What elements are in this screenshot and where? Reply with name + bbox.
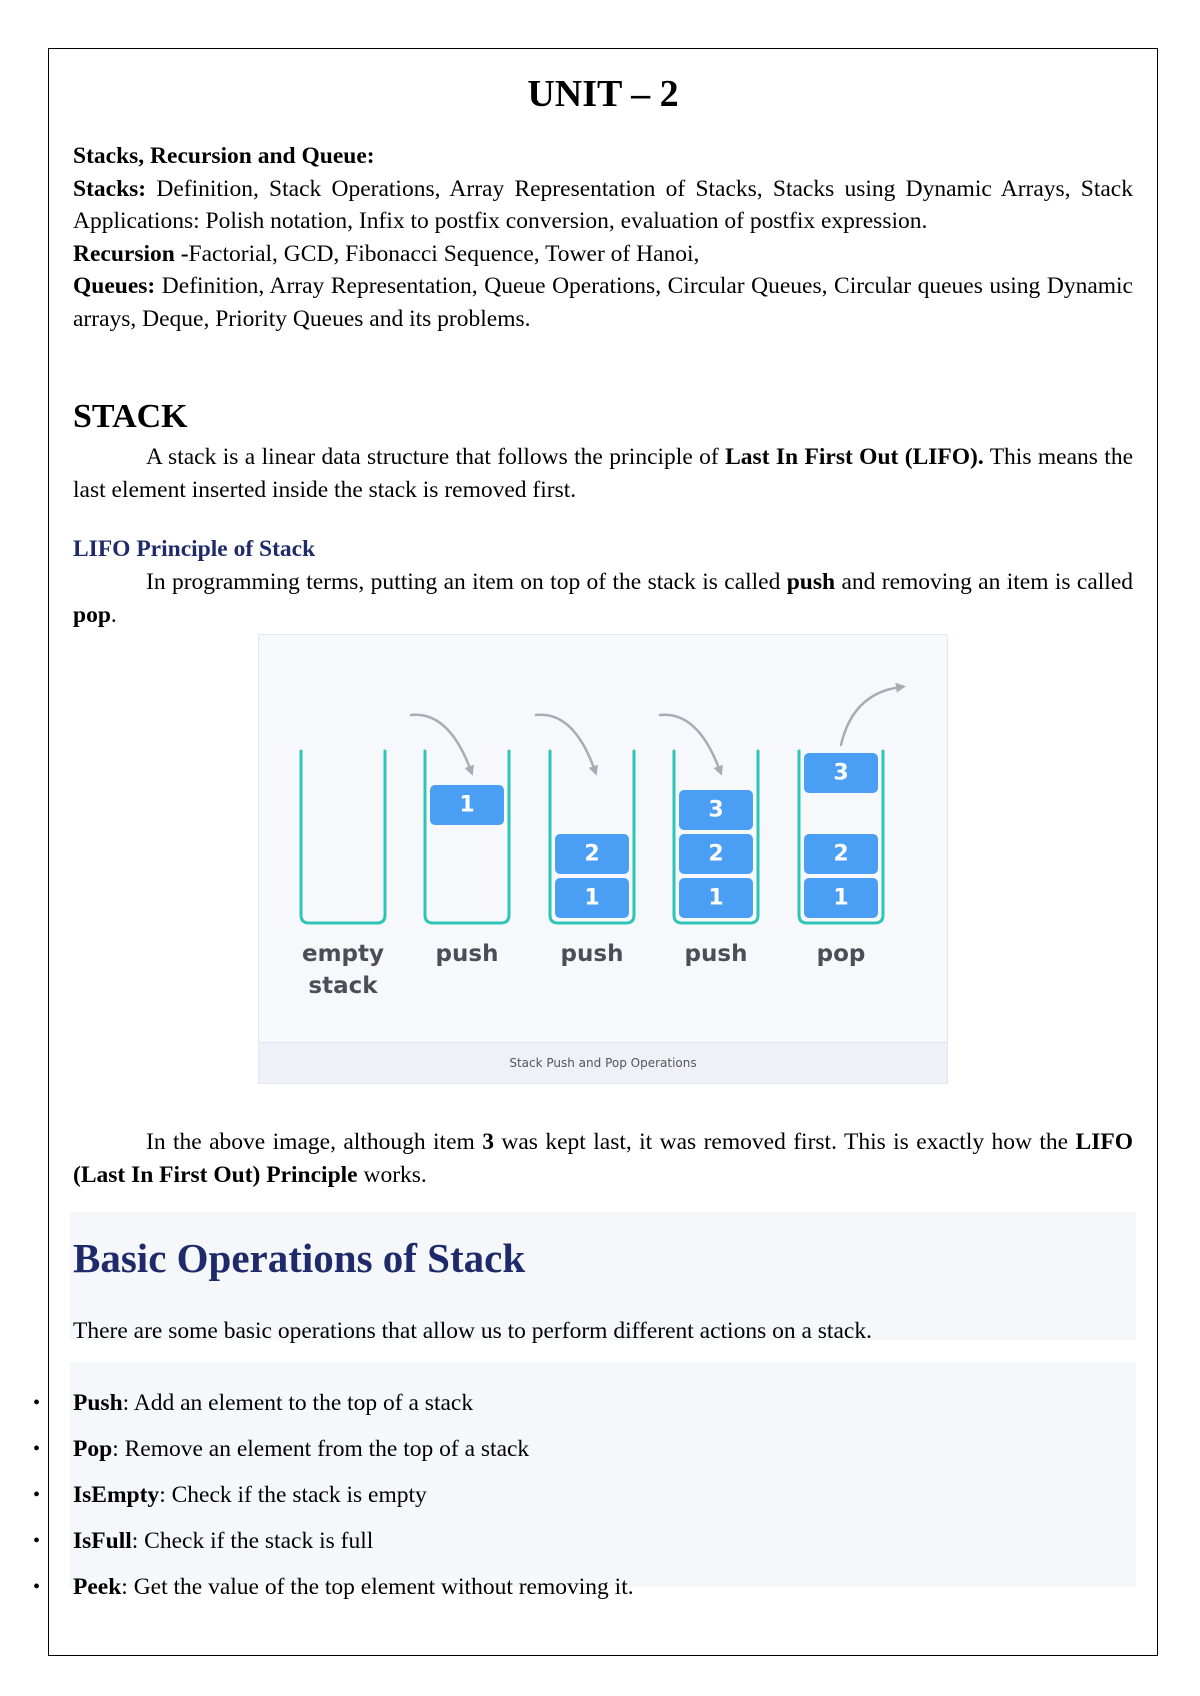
bullet-icon: • <box>33 1484 41 1506</box>
figure-caption: Stack Push and Pop Operations <box>259 1042 947 1083</box>
push-arrow-icon <box>536 715 595 771</box>
stack-item-value: 1 <box>584 885 600 911</box>
op-desc: : Remove an element from the top of a stack <box>112 1436 530 1462</box>
stack-item-value: 3 <box>708 797 724 823</box>
list-item <box>33 1380 1133 1426</box>
stack-def-text-1: A stack is a linear data structure that follows the principle of <box>146 444 726 470</box>
op-desc: : Check if the stack is full <box>131 1528 374 1554</box>
stacks-text: Definition, Stack Operations, Array Representation of Stacks, Stacks using Dynamic Arrays, Stack Applications: Polish notation, Infix to postfix conversion, evaluation of postfix expression. <box>73 175 1133 234</box>
push-arrow-icon <box>660 715 720 771</box>
queues-label: Queues: <box>73 273 156 299</box>
list-item <box>33 1564 1133 1610</box>
syllabus-block <box>73 140 1133 335</box>
stack-item-value: 2 <box>584 841 600 867</box>
bullet-icon: • <box>33 1576 41 1598</box>
label-push: push <box>435 941 499 967</box>
stacks-label: Stacks: <box>73 175 147 202</box>
op-name: Peek <box>73 1574 122 1600</box>
lifo-paragraph <box>73 566 1133 631</box>
op-desc: : Check if the stack is empty <box>159 1482 427 1508</box>
after-text-3: works. <box>357 1161 427 1188</box>
list-item <box>33 1472 1133 1518</box>
label-push: push <box>560 941 624 967</box>
after-text-1: In the above image, although item <box>146 1129 483 1155</box>
label-push: push <box>684 941 748 967</box>
lifo-text-1: In programming terms, putting an item on top of the stack is called <box>146 569 787 595</box>
basic-operations-heading: Basic Operations of Stack <box>73 1235 526 1281</box>
stack-item-value: 1 <box>708 885 724 911</box>
op-name: IsEmpty <box>73 1482 160 1508</box>
op-desc: : Add an element to the top of a stack <box>122 1390 474 1416</box>
recursion-text: Factorial, GCD, Fibonacci Sequence, Tower of Hanoi, <box>188 240 700 267</box>
label-pop: pop <box>816 941 866 967</box>
lifo-bold: Last In First Out (LIFO). <box>725 444 984 470</box>
op-name: IsFull <box>73 1528 132 1554</box>
lifo-text-2: and removing an item is called <box>835 569 1133 595</box>
stack-push-pop-figure <box>258 634 948 1084</box>
stack-item-value: 2 <box>833 841 849 867</box>
pop-word: pop <box>73 601 111 628</box>
op-name: Push <box>73 1390 123 1416</box>
list-item <box>33 1426 1133 1472</box>
pop-arrow-icon <box>841 687 901 745</box>
lifo-text-3: . <box>110 601 117 628</box>
after-text-2: was kept last, it was removed first. This is exactly how the <box>493 1129 1076 1155</box>
op-desc: : Get the value of the top element without removing it. <box>121 1574 634 1600</box>
stack-item-value: 1 <box>833 885 849 911</box>
syllabus-heading: Stacks, Recursion and Queue: <box>73 143 375 169</box>
stack-def-text-2: This means the last element inserted inside the stack is removed first. <box>73 444 1133 503</box>
stack-item-value: 3 <box>833 760 849 786</box>
recursion-label: Recursion - <box>73 240 189 267</box>
stack-heading: STACK <box>73 398 188 435</box>
unit-title: UNIT – 2 <box>527 73 679 115</box>
basic-ops-intro: There are some basic operations that allow us to perform different actions on a stack. <box>73 1318 872 1344</box>
stack-item-value: 2 <box>708 841 724 867</box>
queues-text: Definition, Array Representation, Queue Operations, Circular Queues, Circular queues using Dynamic arrays, Deque, Priority Queues and its problems. <box>73 273 1133 332</box>
item-3-bold: 3 <box>482 1129 494 1155</box>
stack-definition <box>73 441 1133 506</box>
push-arrow-icon <box>411 715 471 771</box>
push-word: push <box>786 569 836 595</box>
operations-list <box>33 1380 1133 1610</box>
list-item <box>33 1518 1133 1564</box>
stack-container-2 <box>425 751 509 923</box>
bullet-icon: • <box>33 1530 41 1552</box>
after-figure-paragraph <box>73 1126 1133 1191</box>
label-empty: empty <box>301 941 385 967</box>
stack-diagram <box>259 635 949 1045</box>
bullet-icon: • <box>33 1438 41 1460</box>
lifo-principle-bold: LIFO (Last In First Out) Principle <box>73 1129 1134 1188</box>
label-stack: stack <box>308 973 378 999</box>
stack-item-value: 1 <box>459 792 475 818</box>
stack-container-1 <box>301 751 385 923</box>
lifo-heading: LIFO Principle of Stack <box>73 536 316 562</box>
bullet-icon: • <box>33 1392 41 1414</box>
op-name: Pop <box>73 1436 113 1462</box>
